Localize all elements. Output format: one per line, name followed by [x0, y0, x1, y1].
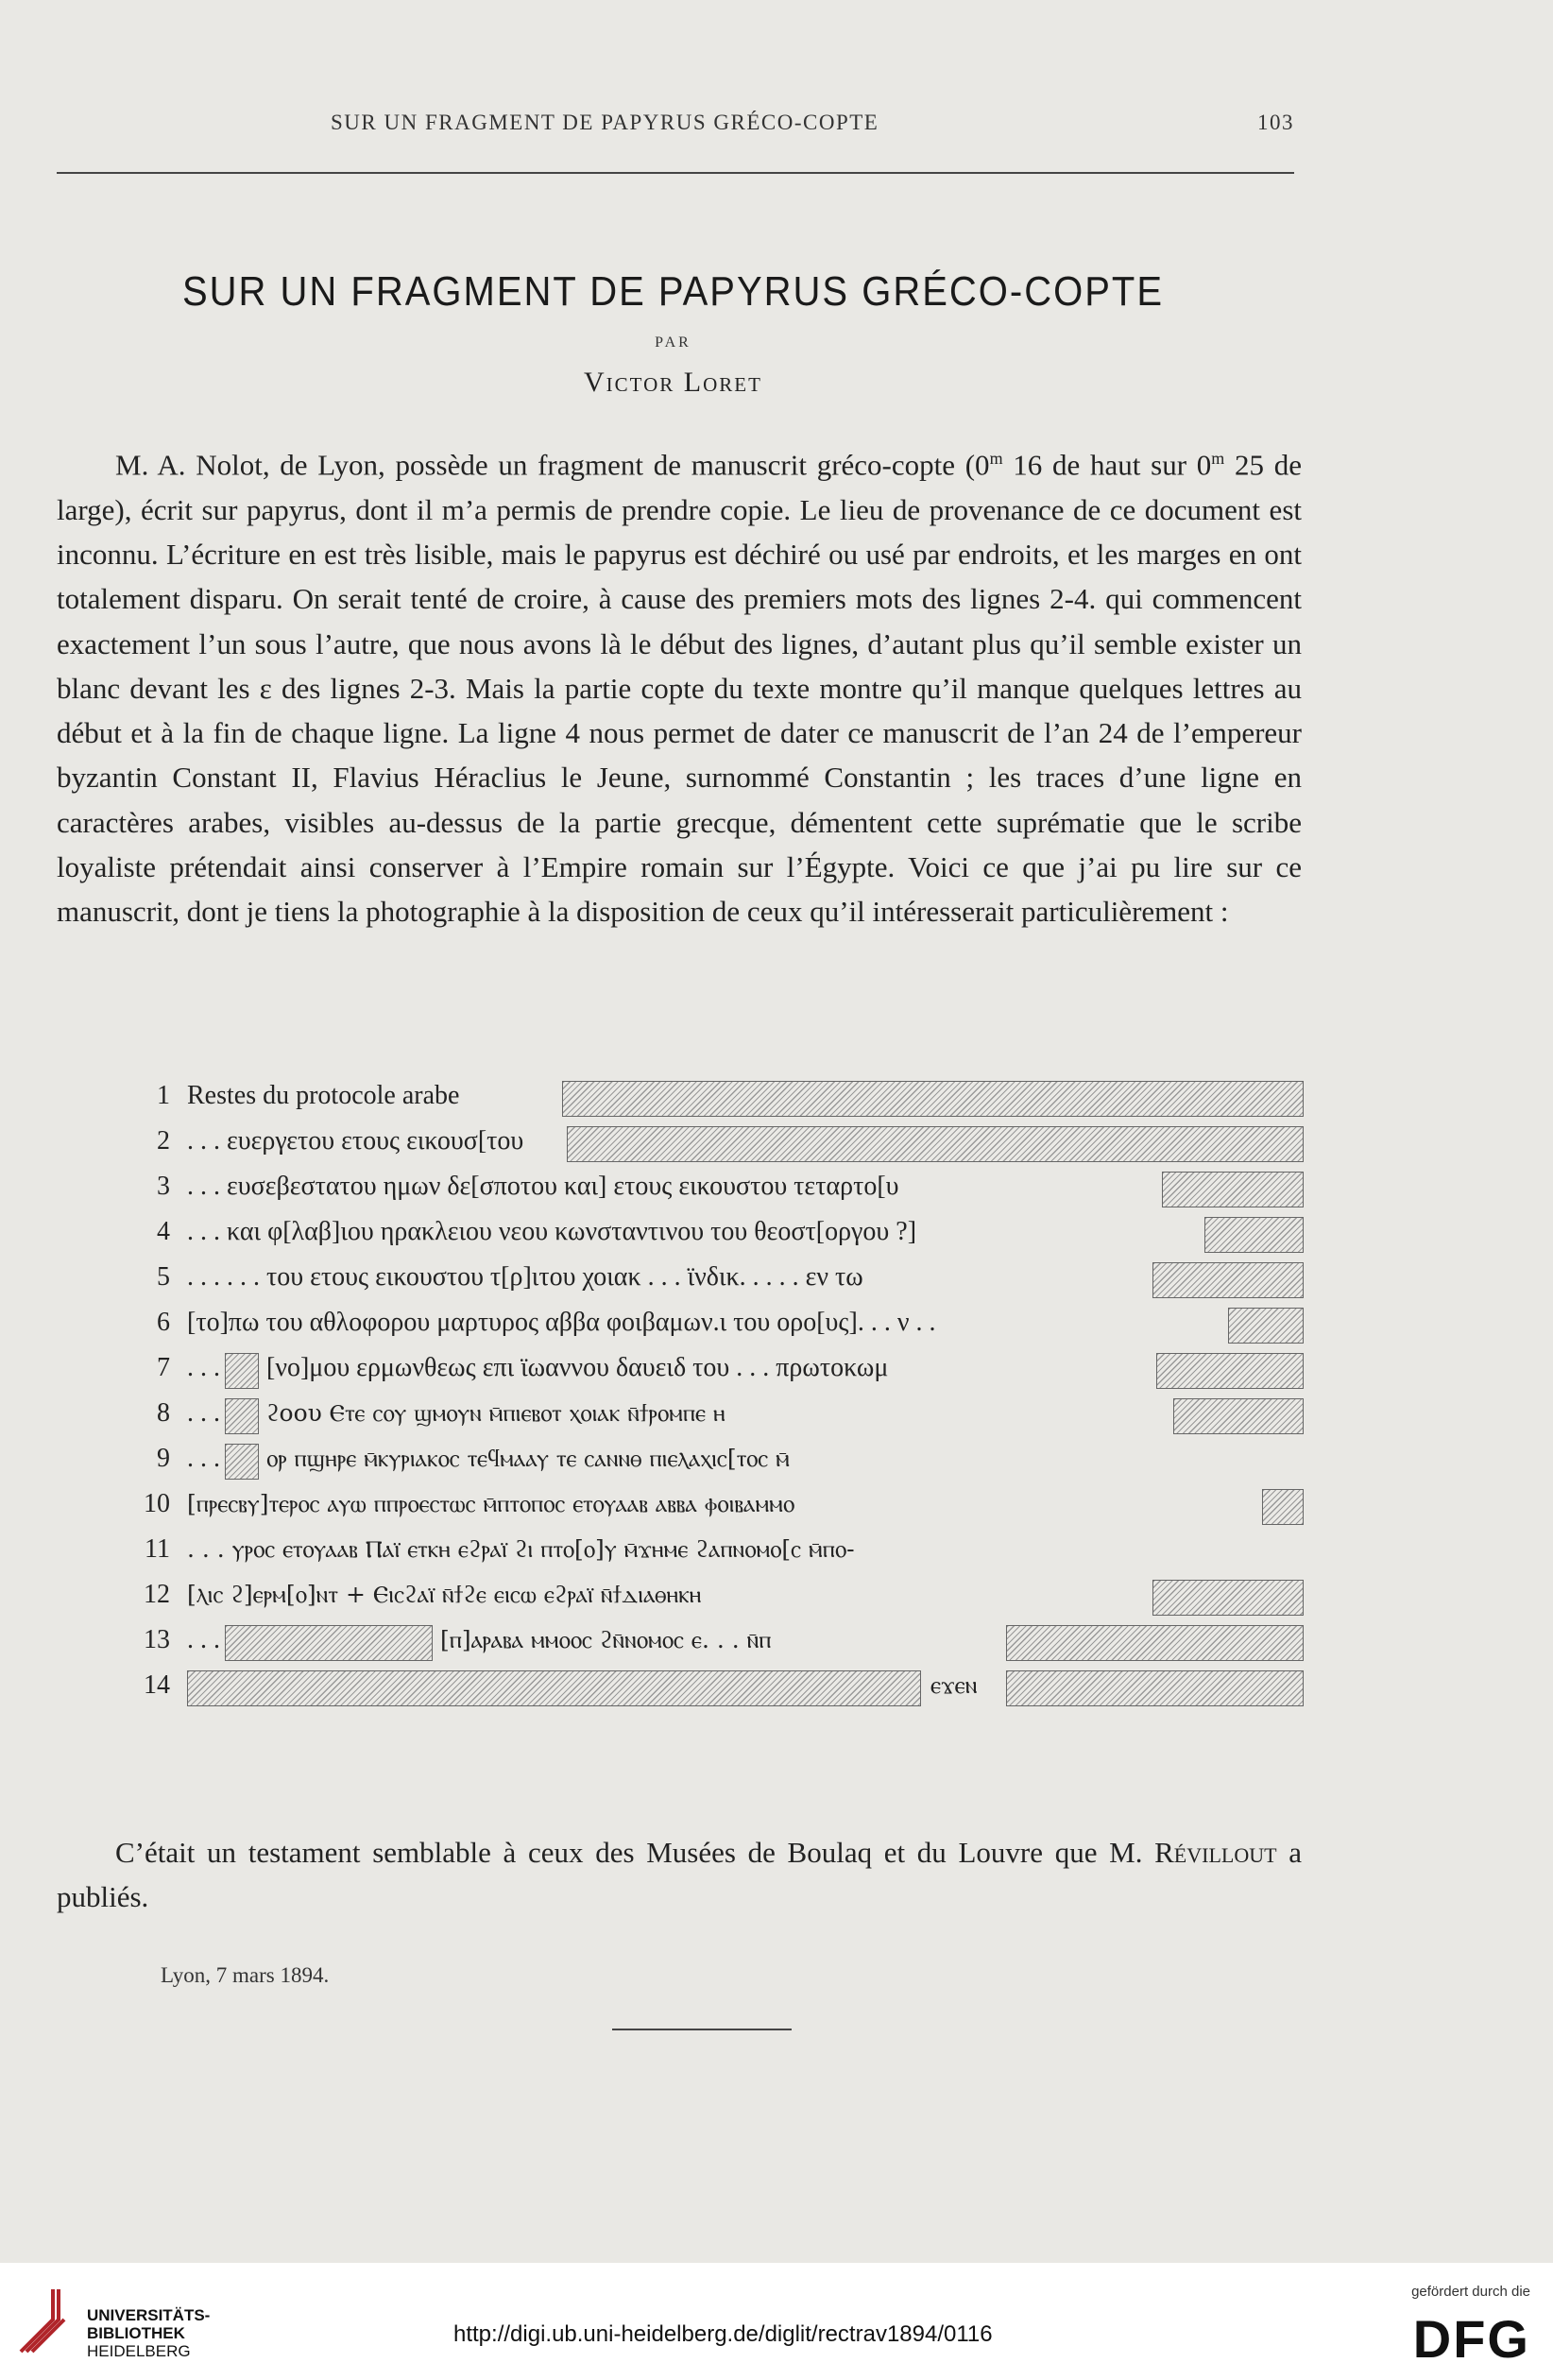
footer-bar: [0, 2263, 1553, 2380]
line-text: . . . . . . του ετους εικουστου τ[ρ]ιτου χοιακ . . . ϊνδικ. . . . . εν τω: [187, 1262, 863, 1292]
transcription-line: [132, 1391, 1304, 1436]
line-number: 4: [157, 1217, 170, 1246]
lacuna-hatch: [1152, 1262, 1304, 1298]
line-number: 7: [157, 1353, 170, 1382]
library-name-line: UNIVERSITÄTS-: [87, 2306, 211, 2324]
dateline: Lyon, 7 mars 1894.: [161, 1963, 330, 1987]
lacuna-hatch: [1152, 1580, 1304, 1616]
dfg-logo: DFG: [1412, 2309, 1530, 2369]
lacuna-hatch: [1162, 1172, 1304, 1207]
end-rule: [612, 2029, 792, 2030]
intro-text-3: 25 de large), écrit sur papyrus, dont il m’a permis de prendre copie. Le lieu de provenance de ce document est inconnu. L’écriture en est très lisible, mais le papyrus est déchiré ou usé par endroits, et les marges en ont totalement disparu. On serait tenté de croire, à cause des premiers mots des lignes 2-4. qui commencent exactement l’un sous l’autre, que nous avons là le début des lignes, d’autant plus qu’il semble exister un blanc devant les ε des lignes 2-3. Mais la partie copte du texte montre qu’il manque quelques lettres au début et à la fin de chaque ligne. La ligne 4 nous permet de dater ce manuscrit de l’an 24 de l’empereur byzantin Constant II, Flavius Héraclius le Jeune, surnommé Constantin ; les traces d’une ligne en caractères arabes, visibles au-dessus de la partie grecque, démentent cette suprématie que le scribe loyaliste prétendait ainsi conserver à l’Empire romain sur l’Égypte. Voici ce que j’ai pu lire sur ce manuscrit, dont je tiens la photographie à la disposition de ceux qu’il intéresserait particulièrement :: [57, 448, 1303, 929]
lacuna-hatch: [225, 1625, 433, 1661]
lacuna-hatch: [1006, 1625, 1304, 1661]
line-prefix: . . .: [187, 1353, 220, 1382]
line-text: ⲉϫⲉⲛ: [930, 1671, 978, 1699]
line-text: [ⲡ]ⲁⲣⲁⲃⲁ ⲙⲙⲟⲟⲥ ϩⲛ̄ⲛⲟⲙⲟⲥ ⲉ. . . ⲛ̄ⲡ: [440, 1626, 772, 1653]
lacuna-hatch: [562, 1081, 1304, 1117]
line-prefix: . . .: [187, 1398, 220, 1428]
transcription-line: [132, 1436, 1304, 1481]
line-text: . . . ευσεβεστατου ημων δε[σποτου και] ετους εικουστου τεταρτο[υ: [187, 1172, 899, 1201]
line-number: 10: [144, 1489, 170, 1518]
lacuna-hatch: [1156, 1353, 1304, 1389]
lacuna-hatch: [187, 1670, 921, 1706]
line-number: 14: [144, 1670, 170, 1700]
page-number: 103: [1257, 111, 1294, 134]
article-title: SUR UN FRAGMENT DE PAPYRUS GRÉCO-COPTE: [181, 269, 1165, 315]
transcription-line: [132, 1073, 1304, 1119]
line-number: 3: [157, 1172, 170, 1201]
lacuna-hatch: [567, 1126, 1304, 1162]
transcription-line: [132, 1164, 1304, 1209]
author-name: Victor Loret: [584, 367, 762, 398]
running-head-title: SUR UN FRAGMENT DE PAPYRUS GRÉCO-COPTE: [331, 111, 879, 134]
transcription-line: [132, 1300, 1304, 1345]
line-number: 6: [157, 1308, 170, 1337]
line-text: . . . και φ[λαβ]ιου ηρακλειου νεου κωνσταντινου του θεοστ[οργου ?]: [187, 1217, 917, 1246]
intro-paragraph: [57, 437, 1302, 934]
transcription-line: [132, 1345, 1304, 1391]
transcription-line: [132, 1209, 1304, 1255]
transcription-line: [132, 1527, 1304, 1572]
line-text: . . . ⲩⲣⲟⲥ ⲉⲧⲟⲩⲁⲁⲃ Ⲡⲁⲓ̈ ⲉⲧⲕⲏ ⲉϩⲣⲁⲓ̈ ϩⲓ ⲡⲧⲟ[ⲟ]ⲩ ⲙ̄ϫⲏⲙⲉ ϩⲁⲡⲛⲟⲙⲟ[ⲥ ⲙ̄ⲡⲟ-: [187, 1535, 855, 1563]
line-number: 9: [157, 1444, 170, 1473]
closing-paragraph: [57, 1830, 1302, 1919]
university-library-logo-icon: [15, 2284, 66, 2359]
lacuna-hatch: [1173, 1398, 1304, 1434]
transcription-line: [132, 1663, 1304, 1708]
library-name-line: BIBLIOTHEK: [87, 2324, 185, 2342]
library-name-line: HEIDELBERG: [87, 2342, 191, 2360]
byline-par: PAR: [655, 334, 691, 351]
transcription-line: [132, 1481, 1304, 1527]
line-text: [το]πω του αθλοφορου μαρτυρος αββα φοιβαμων.ι του ορο[υς]. . . ν . .: [187, 1308, 936, 1337]
transcription: [132, 1073, 1304, 1708]
line-number: 1: [157, 1081, 170, 1110]
lacuna-hatch: [225, 1353, 259, 1389]
line-number: 12: [144, 1580, 170, 1609]
lacuna-hatch: [225, 1444, 259, 1480]
line-text: . . . ευεργετου ετους εικουσ[του: [187, 1126, 524, 1156]
line-text: [ⲡⲣⲉⲥⲃⲩ]ⲧⲉⲣⲟⲥ ⲁⲩⲱ ⲡⲡⲣⲟⲉⲥⲧⲱⲥ ⲙ̄ⲡⲧⲟⲡⲟⲥ ⲉⲧⲟⲩⲁⲁⲃ ⲁⲃⲃⲁ ⲫⲟⲓⲃⲁⲙⲙⲟ: [187, 1490, 795, 1517]
lacuna-hatch: [1228, 1308, 1304, 1344]
line-number: 5: [157, 1262, 170, 1292]
intro-text-2: 16 de haut sur 0: [1002, 448, 1212, 482]
line-text: ϩοου Ⲉⲧⲉ ⲥⲟⲩ ϣⲙⲟⲩⲛ ⲙ̄ⲡⲓⲉⲃⲟⲧ ⲭⲟⲓⲁⲕ ⲛ̄ϯⲣⲟⲙⲡⲉ ⲏ: [266, 1399, 725, 1427]
transcription-line: [132, 1119, 1304, 1164]
intro-sup-1: m: [989, 449, 1003, 468]
line-text: ⲟⲣ ⲡϣⲏⲣⲉ ⲙ̄ⲕⲩⲣⲓⲁⲕⲟⲥ ⲧⲉϥⲙⲁⲁⲩ ⲧⲉ ⲥⲁⲛⲛⲑ ⲡⲓⲉⲗⲁⲭⲓⲥ[ⲧⲟⲥ ⲙ̄: [266, 1445, 790, 1472]
intro-sup-2: m: [1211, 449, 1225, 468]
transcription-line: [132, 1572, 1304, 1618]
lacuna-hatch: [1006, 1670, 1304, 1706]
transcription-line: [132, 1618, 1304, 1663]
line-prefix: . . .: [187, 1625, 220, 1654]
header-rule: [57, 172, 1294, 174]
line-text: [ⲗⲓⲥ ϩ]ⲉⲣⲙ[ⲟ]ⲛⲧ + Ⲉⲓⲥϩⲁⲓ̈ ⲛ̄ϯϩⲉ ⲉⲓⲥⲱ ⲉϩⲣⲁⲓ̈ ⲛ̄ϯⲇⲓⲁⲑⲏⲕⲏ: [187, 1581, 702, 1608]
line-number: 11: [145, 1534, 170, 1564]
permalink-url[interactable]: http://digi.ub.uni-heidelberg.de/diglit/rectrav1894/0116: [453, 2321, 993, 2347]
line-number: 8: [157, 1398, 170, 1428]
line-number: 13: [144, 1625, 170, 1654]
funder-caption: gefördert durch die: [1411, 2284, 1530, 2300]
line-number: 2: [157, 1126, 170, 1156]
lacuna-hatch: [225, 1398, 259, 1434]
line-text: Restes du protocole arabe: [187, 1081, 460, 1110]
library-name: [87, 2306, 210, 2360]
lacuna-hatch: [1262, 1489, 1304, 1525]
transcription-line: [132, 1255, 1304, 1300]
closing-text-1: C’était un testament semblable à ceux des Musées de Boulaq et du Louvre que M.: [115, 1836, 1155, 1869]
lacuna-hatch: [1204, 1217, 1304, 1253]
intro-text-1: M. A. Nolot, de Lyon, possède un fragment de manuscrit gréco-copte (0: [115, 448, 990, 482]
closing-text-2: a publiés.: [57, 1836, 1302, 1913]
line-prefix: . . .: [187, 1444, 220, 1473]
closing-name: Révillout: [1154, 1836, 1277, 1869]
line-text: [νο]μου ερμωνθεως επι ϊωαννου δαυειδ του . . . πρωτοκωμ: [266, 1353, 889, 1382]
